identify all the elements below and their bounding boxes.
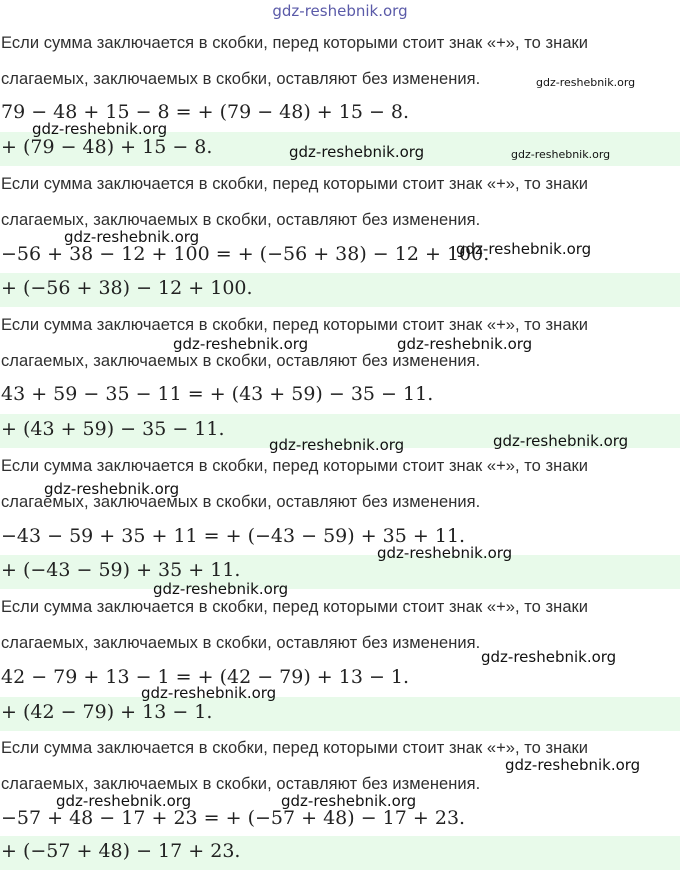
- watermark: gdz-reshebnik.org: [481, 648, 617, 666]
- answer: + (−56 + 38) − 12 + 100.: [1, 277, 253, 299]
- answer: + (79 − 48) + 15 − 8.: [1, 136, 213, 158]
- rule-line-1: Если сумма заключается в скобки, перед которыми стоит знак «+», то знаки: [1, 34, 589, 52]
- rule-line-1: Если сумма заключается в скобки, перед которыми стоит знак «+», то знаки: [1, 316, 589, 334]
- expression: 43 + 59 − 35 − 11 = + (43 + 59) − 35 − 11.: [1, 383, 434, 405]
- watermark: gdz-reshebnik.org: [377, 544, 513, 562]
- answer: + (−43 − 59) + 35 + 11.: [1, 559, 241, 581]
- watermark: gdz-reshebnik.org: [511, 148, 611, 161]
- rule-line-2: слагаемых, заключаемых в скобки, оставляют без изменения.: [1, 634, 481, 652]
- rule-line-1: Если сумма заключается в скобки, перед которыми стоит знак «+», то знаки: [1, 175, 589, 193]
- rule-line-1: Если сумма заключается в скобки, перед которыми стоит знак «+», то знаки: [1, 457, 589, 475]
- watermark: gdz-reshebnik.org: [32, 120, 168, 138]
- expression: −57 + 48 − 17 + 23 = + (−57 + 48) − 17 + 23.: [1, 807, 466, 829]
- expression: 79 − 48 + 15 − 8 = + (79 − 48) + 15 − 8.: [1, 101, 410, 123]
- watermark: gdz-reshebnik.org: [64, 228, 200, 246]
- expression: 42 − 79 + 13 − 1 = + (42 − 79) + 13 − 1.: [1, 666, 410, 688]
- rule-line-1: Если сумма заключается в скобки, перед которыми стоит знак «+», то знаки: [1, 739, 589, 757]
- rule-line-2: слагаемых, заключаемых в скобки, оставляют без изменения.: [1, 352, 481, 370]
- expression: −43 − 59 + 35 + 11 = + (−43 − 59) + 35 + 11.: [1, 525, 466, 547]
- answer: + (−57 + 48) − 17 + 23.: [1, 840, 241, 862]
- watermark: gdz-reshebnik.org: [153, 580, 289, 598]
- watermark: gdz-reshebnik.org: [56, 792, 192, 810]
- watermark: gdz-reshebnik.org: [289, 143, 425, 161]
- expression: −56 + 38 − 12 + 100 = + (−56 + 38) − 12 + 100.: [1, 243, 490, 265]
- answer: + (42 − 79) + 13 − 1.: [1, 701, 213, 723]
- watermark: gdz-reshebnik.org: [536, 76, 636, 89]
- watermark: gdz-reshebnik.org: [397, 335, 533, 353]
- answer-band: [0, 273, 680, 307]
- answer: + (43 + 59) − 35 − 11.: [1, 418, 225, 440]
- watermark: gdz-reshebnik.org: [44, 480, 180, 498]
- answer-band: [0, 555, 680, 589]
- answer-band: [0, 697, 680, 731]
- watermark: gdz-reshebnik.org: [505, 756, 641, 774]
- watermark: gdz-reshebnik.org: [493, 432, 629, 450]
- watermark: gdz-reshebnik.org: [456, 240, 592, 258]
- rule-line-2: слагаемых, заключаемых в скобки, оставляют без изменения.: [1, 493, 481, 511]
- watermark: gdz-reshebnik.org: [281, 792, 417, 810]
- watermark: gdz-reshebnik.org: [173, 335, 309, 353]
- rule-line-2: слагаемых, заключаемых в скобки, оставляют без изменения.: [1, 211, 481, 229]
- watermark: gdz-reshebnik.org: [141, 684, 277, 702]
- rule-line-1: Если сумма заключается в скобки, перед которыми стоит знак «+», то знаки: [1, 598, 589, 616]
- rule-line-2: слагаемых, заключаемых в скобки, оставляют без изменения.: [1, 70, 481, 88]
- answer-band: [0, 836, 680, 870]
- watermark: gdz-reshebnik.org: [269, 436, 405, 454]
- site-header-link[interactable]: gdz-reshebnik.org: [272, 2, 408, 20]
- rule-line-2: слагаемых, заключаемых в скобки, оставляют без изменения.: [1, 775, 481, 793]
